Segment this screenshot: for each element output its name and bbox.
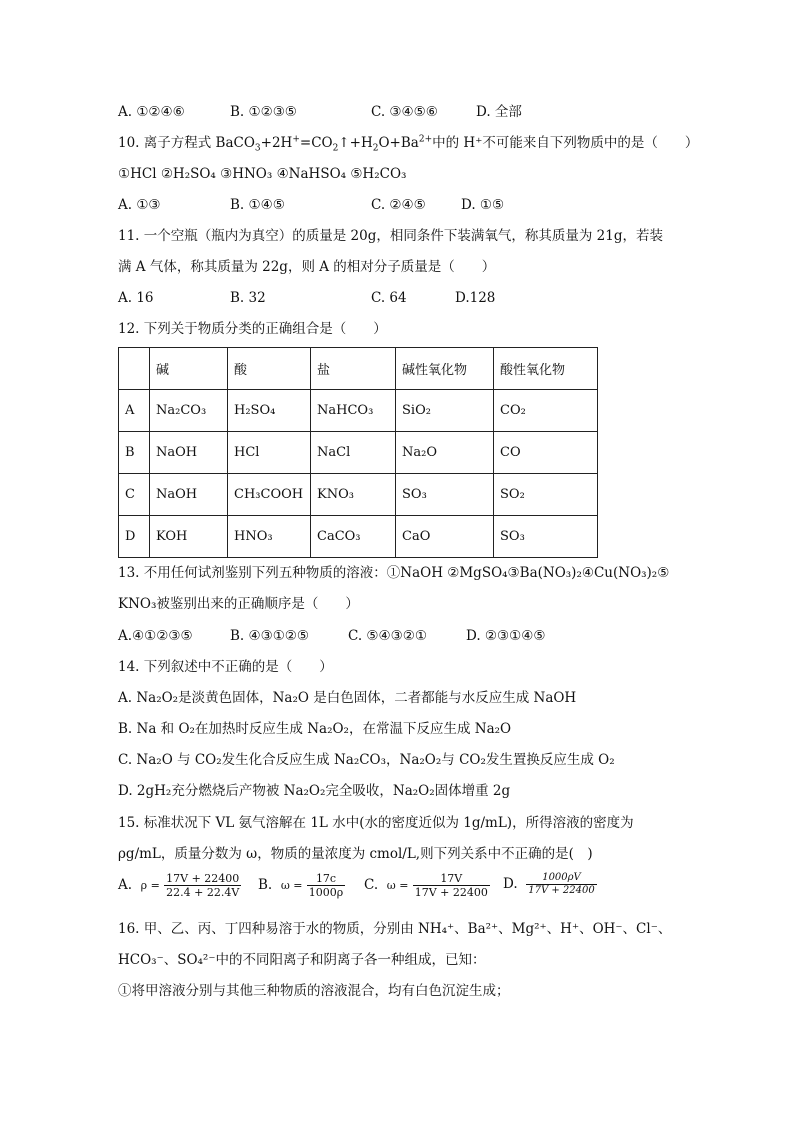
- table-header-row: [119, 348, 598, 390]
- table-cell: SiO₂: [396, 390, 494, 432]
- table-cell: SO₃: [396, 474, 494, 516]
- q10-substances: ①HCl ②H₂SO₄ ③HNO₃ ④NaHSO₄ ⑤H₂CO₃: [118, 166, 407, 182]
- q15-option-a-denominator: 22.4 + 22.4V: [166, 886, 240, 899]
- q15-option-c-lhs: ω =: [386, 879, 409, 892]
- table-cell: SO₃: [494, 516, 598, 558]
- q15-stem-line2: ρg/mL，质量分数为 ω，物质的量浓度为 cmol/L,则下列关系中不正确的是( ): [118, 846, 593, 862]
- q10-stem-suffix: 中的 H⁺不可能来自下列物质中的是（ ）: [432, 135, 699, 151]
- q15-option-d-fraction: [526, 872, 597, 897]
- q10-option-b: B. ①④⑤: [230, 197, 285, 213]
- table-cell: NaCl: [311, 432, 396, 474]
- q14-option-d: D. 2gH₂充分燃烧后产物被 Na₂O₂完全吸收，Na₂O₂固体增重 2g: [118, 783, 511, 799]
- q15-option-d-numerator: 1000ρV: [526, 872, 597, 885]
- table-cell: NaOH: [150, 474, 228, 516]
- table-cell: H₂SO₄: [228, 390, 311, 432]
- q13-option-c: C. ⑤④③②①: [348, 628, 427, 644]
- q15-option-a-fraction: [164, 872, 241, 899]
- q15-option-a: [118, 872, 241, 899]
- table-cell: NaOH: [150, 432, 228, 474]
- q15-option-c: [364, 872, 490, 899]
- q11-option-a: A. 16: [118, 290, 154, 306]
- table-header-cell: 盐: [311, 348, 396, 390]
- q15-option-a-label: A.: [118, 877, 133, 893]
- q10-option-c: C. ②④⑤: [371, 197, 426, 213]
- table-header-cell: 酸: [228, 348, 311, 390]
- table-row: [119, 390, 598, 432]
- q9-option-d: D. 全部: [476, 104, 522, 120]
- table-cell: NaHCO₃: [311, 390, 396, 432]
- q15-option-d: [503, 872, 597, 897]
- table-cell: CO₂: [494, 390, 598, 432]
- q15-option-c-numerator: 17V: [413, 872, 490, 886]
- q13-option-b: B. ④③①②⑤: [230, 628, 310, 644]
- table-cell: CH₃COOH: [228, 474, 311, 516]
- q15-option-b-fraction: [307, 872, 345, 899]
- q14-option-a: A. Na₂O₂是淡黄色固体，Na₂O 是白色固体，二者都能与水反应生成 NaOH: [118, 690, 577, 706]
- q16-stem-line1: 16. 甲、乙、丙、丁四种易溶于水的物质，分别由 NH₄⁺、Ba²⁺、Mg²⁺、H⁺、OH⁻、Cl⁻、: [118, 921, 672, 937]
- q14-option-b: B. Na 和 O₂在加热时反应生成 Na₂O₂，在常温下反应生成 Na₂O: [118, 721, 512, 737]
- table-cell: HNO₃: [228, 516, 311, 558]
- q9-option-a: A. ①②④⑥: [118, 104, 185, 120]
- q11-option-d: D.128: [455, 290, 496, 306]
- q16-stem-line2: HCO₃⁻、SO₄²⁻中的不同阳离子和阴离子各一种组成，已知：: [118, 952, 486, 968]
- q14-option-c: C. Na₂O 与 CO₂发生化合反应生成 Na₂CO₃，Na₂O₂与 CO₂发生置换反应生成 O₂: [118, 752, 615, 768]
- table-header-cell: 酸性氧化物: [494, 348, 598, 390]
- table-header-cell: [119, 348, 150, 390]
- q15-option-c-denominator: 17V + 22400: [414, 886, 488, 899]
- table-cell: CO: [494, 432, 598, 474]
- table-cell: C: [119, 474, 150, 516]
- classification-table: [118, 347, 598, 558]
- table-header-cell: 碱: [150, 348, 228, 390]
- q15-option-c-label: C.: [364, 877, 379, 893]
- q12-stem: 12. 下列关于物质分类的正确组合是（ ）: [118, 321, 387, 337]
- q10-stem: 10. 离子方程式 $BaCO_3+2H^+=CO_2↑+H_2O+Ba^{2+}$中的 H⁺不可能来自下列物质中的是（ ）: [118, 134, 699, 154]
- q16-condition-1: ①将甲溶液分别与其他三种物质的溶液混合，均有白色沉淀生成；: [118, 983, 510, 999]
- q15-option-b-lhs: ω =: [280, 879, 303, 892]
- q9-option-c: C. ③④⑤⑥: [371, 104, 438, 120]
- table-cell: A: [119, 390, 150, 432]
- q15-option-a-numerator: 17V + 22400: [166, 872, 240, 885]
- q15-option-d-denominator: 17V + 22400: [528, 885, 595, 896]
- q15-option-d-label: D.: [503, 876, 518, 892]
- table-cell: KOH: [150, 516, 228, 558]
- q15-option-b-label: B.: [258, 877, 273, 893]
- table-cell: HCl: [228, 432, 311, 474]
- table-cell: CaCO₃: [311, 516, 396, 558]
- q9-option-b: B. ①②③⑤: [230, 104, 297, 120]
- table-row: [119, 516, 598, 558]
- q14-stem: 14. 下列叙述中不正确的是（ ）: [118, 659, 333, 675]
- table-row: [119, 432, 598, 474]
- q11-stem-line2: 满 A 气体，称其质量为 22g，则 A 的相对分子质量是（ ）: [118, 259, 496, 275]
- table-header-cell: 碱性氧化物: [396, 348, 494, 390]
- table-cell: Na₂CO₃: [150, 390, 228, 432]
- q11-option-c: C. 64: [371, 290, 407, 306]
- q13-option-d: D. ②③①④⑤: [466, 628, 546, 644]
- table-cell: KNO₃: [311, 474, 396, 516]
- table-cell: CaO: [396, 516, 494, 558]
- table-cell: B: [119, 432, 150, 474]
- q11-stem-line1: 11. 一个空瓶（瓶内为真空）的质量是 20g，相同条件下装满氧气，称其质量为 21g，若装: [118, 228, 663, 244]
- table-cell: D: [119, 516, 150, 558]
- q10-option-d: D. ①⑤: [461, 197, 505, 213]
- q13-stem-line2: KNO₃被鉴别出来的正确顺序是（ ）: [118, 596, 359, 612]
- q10-option-a: A. ①③: [118, 197, 161, 213]
- q15-option-a-lhs: ρ =: [140, 879, 160, 892]
- q15-option-b-denominator: 1000ρ: [308, 886, 344, 899]
- q13-option-a: A.④①②③⑤: [118, 628, 193, 644]
- q13-stem-line1: 13. 不用任何试剂鉴别下列五种物质的溶液：①NaOH ②MgSO₄③Ba(NO₃)₂④Cu(NO₃)₂⑤: [118, 565, 670, 581]
- q10-stem-prefix: 10. 离子方程式 BaCO: [118, 135, 255, 151]
- q11-option-b: B. 32: [230, 290, 266, 306]
- table-row: [119, 474, 598, 516]
- q15-stem-line1: 15. 标准状况下 VL 氨气溶解在 1L 水中(水的密度近似为 1g/mL)，所得溶液的密度为: [118, 815, 634, 831]
- q15-option-c-fraction: [413, 872, 490, 899]
- q15-option-b-numerator: 17c: [307, 872, 345, 886]
- q15-option-b: [258, 872, 345, 899]
- table-cell: Na₂O: [396, 432, 494, 474]
- table-cell: SO₂: [494, 474, 598, 516]
